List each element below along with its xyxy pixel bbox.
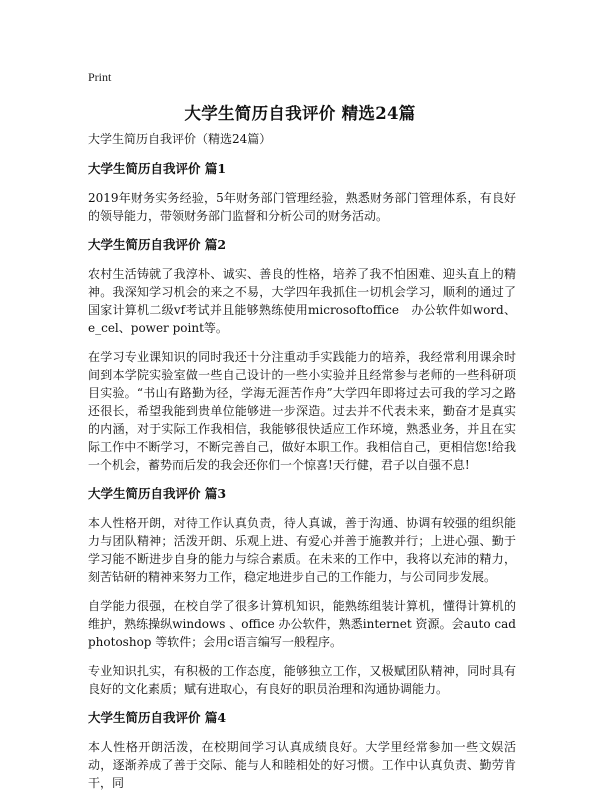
paragraph: 2019年财务实务经验，5年财务部门管理经验，熟悉财务部门管理体系，有良好的领导能力，带领财务部门监督和分析公司的财务活动。 [88, 191, 516, 223]
print-link[interactable]: Print [88, 70, 112, 84]
section-heading: 大学生简历自我评价 篇4 [88, 710, 227, 725]
document-body [88, 130, 516, 803]
section-1 [88, 160, 516, 225]
section-2 [88, 236, 516, 474]
paragraph: 本人性格开朗活泼，在校期间学习认真成绩良好。大学里经常参加一些文娱活动，逐渐养成了善于交际、能与人和睦相处的好习惯。工作中认真负责、勤劳肯干，同 [88, 740, 516, 790]
paragraph: 专业知识扎实，有积极的工作态度，能够独立工作，又极赋团队精神，同时具有良好的文化素质；赋有进取心，有良好的职员治理和沟通协调能力。 [88, 664, 516, 696]
section-heading: 大学生简历自我评价 篇3 [88, 486, 227, 501]
paragraph: 本人性格开朗，对待工作认真负责，待人真诚，善于沟通、协调有较强的组织能力与团队精神；活泼开朗、乐观上进、有爱心并善于施教并行；上进心强、勤于学习能不断进步自身的能力与综合素质。在未来的工作中，我将以充沛的精力，刻苦钻研的精神来努力工作，稳定地进步自己的工作能力，与公司同步发展。 [88, 516, 516, 584]
section-4 [88, 709, 516, 792]
section-heading: 大学生简历自我评价 篇1 [88, 161, 227, 176]
section-3 [88, 485, 516, 698]
paragraph: 在学习专业课知识的同时我还十分注重动手实践能力的培养，我经常利用课余时间到本学院实验室做一些自己设计的一些小实验并且经常参与老师的一些科研项目实验。“书山有路勤为径，学海无涯苦作舟”大学四年即将过去可我的学习之路还很长，希望我能到贵单位能够进一步深造。过去并不代表未来，勤奋才是真实的内涵，对于实际工作我相信，我能够很快适应工作环境，熟悉业务，并且在实际工作中不断学习，不断完善自己，做好本职工作。我相信自己，更相信您!给我一个机会，蓄势而后发的我会还你们一个惊喜!天行健，君子以自强不息! [88, 350, 516, 472]
paragraph: 自学能力很强，在校自学了很多计算机知识，能熟练组装计算机，懂得计算机的维护，熟练操纵windows 、office 办公软件，熟悉internet 资源。会auto cad photoshop 等软件；会用c语言编写一般程序。 [88, 599, 516, 649]
paragraph: 农村生活铸就了我淳朴、诚实、善良的性格，培养了我不怕困难、迎头直上的精神。我深知学习机会的来之不易，大学四年我抓住一切机会学习，顺利的通过了国家计算机二级vf考试并且能够熟练使用microsoftoffice 办公软件如word、e_cel、power point等。 [88, 267, 516, 335]
section-heading: 大学生简历自我评价 篇2 [88, 237, 227, 252]
document-subtitle: 大学生简历自我评价（精选24篇） [88, 132, 272, 146]
document-title: 大学生简历自我评价 精选24篇 [184, 104, 416, 123]
